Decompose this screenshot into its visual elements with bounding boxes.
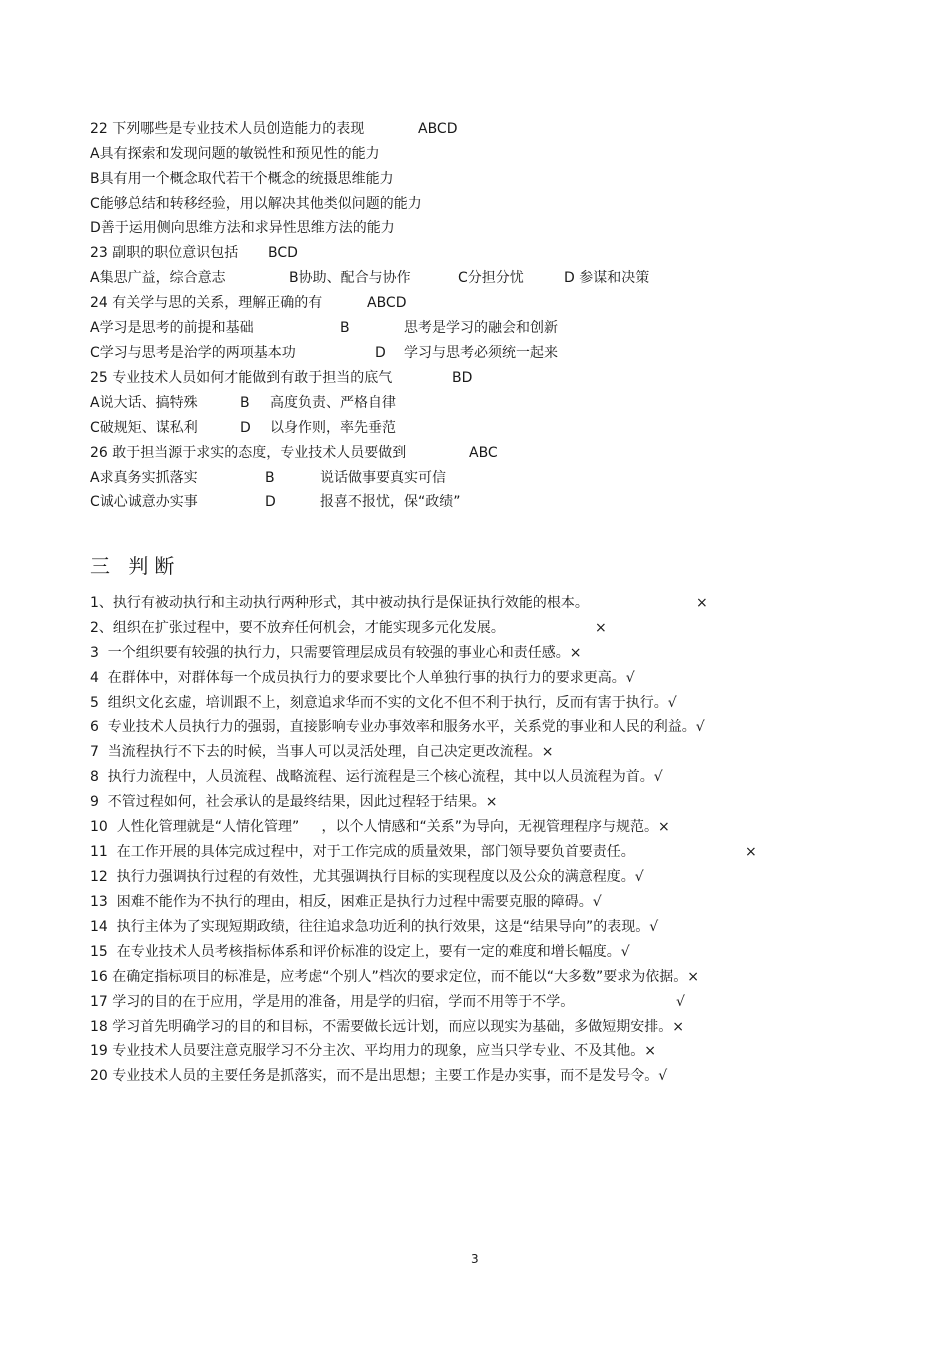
judgement-item-11: 11 在工作开展的具体完成过程中，对于工作完成的质量效果，部门领导要负首要责任。 xyxy=(90,844,635,860)
judgement-item-20: 20 专业技术人员的主要任务是抓落实，而不是出思想；主要工作是办实事，而不是发号令。√ xyxy=(90,1068,668,1084)
option-24-d-letter: D xyxy=(375,345,386,361)
judgement-mark-1: × xyxy=(696,595,708,611)
answer-23: BCD xyxy=(268,245,298,261)
section-heading: 三 判断 xyxy=(90,554,181,578)
option-26-a: A求真务实抓落实 xyxy=(90,470,198,486)
option-25-d: 以身作则，率先垂范 xyxy=(270,420,396,436)
option-26-c: C诚心诚意办实事 xyxy=(90,494,198,510)
judgement-item-17: 17 学习的目的在于应用，学是用的准备，用是学的归宿，学而不用等于不学。 xyxy=(90,994,575,1010)
option-22-c: C能够总结和转移经验，用以解决其他类似问题的能力 xyxy=(90,196,422,212)
judgement-item-4: 4 在群体中，对群体每一个成员执行力的要求要比个人单独行事的执行力的要求更高。√ xyxy=(90,670,635,686)
option-22-a: A具有探索和发现问题的敏锐性和预见性的能力 xyxy=(90,146,380,162)
option-25-b-letter: B xyxy=(240,395,250,411)
option-24-b: 思考是学习的融会和创新 xyxy=(404,320,558,336)
judgement-item-2: 2、组织在扩张过程中，要不放弃任何机会，才能实现多元化发展。 xyxy=(90,620,505,636)
judgement-item-14: 14 执行主体为了实现短期政绩，往往追求急功近利的执行效果，这是“结果导向”的表现。√ xyxy=(90,919,659,935)
judgement-mark-2: × xyxy=(595,620,607,636)
option-24-a: A学习是思考的前提和基础 xyxy=(90,320,254,336)
option-24-c: C学习与思考是治学的两项基本功 xyxy=(90,345,296,361)
judgement-item-1: 1、执行有被动执行和主动执行两种形式，其中被动执行是保证执行效能的根本。 xyxy=(90,595,589,611)
option-23-a: A集思广益，综合意志 xyxy=(90,270,226,286)
option-23-d: D 参谋和决策 xyxy=(564,270,650,286)
judgement-item-15: 15 在专业技术人员考核指标体系和评价标准的设定上，要有一定的难度和增长幅度。√ xyxy=(90,944,630,960)
option-26-d-letter: D xyxy=(265,494,276,510)
option-23-c: C分担分忧 xyxy=(458,270,524,286)
judgement-item-3: 3 一个组织要有较强的执行力，只需要管理层成员有较强的事业心和责任感。× xyxy=(90,645,582,661)
judgement-item-13: 13 困难不能作为不执行的理由，相反，困难正是执行力过程中需要克服的障碍。√ xyxy=(90,894,602,910)
answer-22: ABCD xyxy=(418,121,458,137)
option-25-b: 高度负责、严格自律 xyxy=(270,395,396,411)
option-24-d: 学习与思考必须统一起来 xyxy=(404,345,558,361)
answer-25: BD xyxy=(452,370,473,386)
judgement-item-8: 8 执行力流程中，人员流程、战略流程、运行流程是三个核心流程，其中以人员流程为首。√ xyxy=(90,769,663,785)
judgement-mark-17: √ xyxy=(676,994,685,1010)
option-25-c: C破规矩、谋私利 xyxy=(90,420,198,436)
question-24: 24 有关学与思的关系，理解正确的有 xyxy=(90,295,323,311)
judgement-item-10: 10 人性化管理就是“人情化管理” ，以个人情感和“关系”为导向，无视管理程序与规范。× xyxy=(90,819,670,835)
judgement-item-9: 9 不管过程如何，社会承认的是最终结果，因此过程轻于结果。× xyxy=(90,794,498,810)
judgement-item-6: 6 专业技术人员执行力的强弱，直接影响专业办事效率和服务水平，关系党的事业和人民的利益。√ xyxy=(90,719,705,735)
option-25-a: A说大话、搞特殊 xyxy=(90,395,198,411)
question-23: 23 副职的职位意识包括 xyxy=(90,245,239,261)
option-24-b-letter: B xyxy=(340,320,350,336)
judgement-item-7: 7 当流程执行不下去的时候，当事人可以灵活处理，自己决定更改流程。× xyxy=(90,744,554,760)
option-26-b-letter: B xyxy=(265,470,275,486)
option-25-d-letter: D xyxy=(240,420,251,436)
page-number: 3 xyxy=(471,1252,479,1266)
answer-26: ABC xyxy=(469,445,498,461)
question-26: 26 敢于担当源于求实的态度，专业技术人员要做到 xyxy=(90,445,407,461)
judgement-mark-11: × xyxy=(745,844,757,860)
option-26-b: 说话做事要真实可信 xyxy=(320,470,446,486)
option-26-d: 报喜不报忧，保“政绩” xyxy=(320,494,461,510)
option-23-b: B协助、配合与协作 xyxy=(289,270,411,286)
answer-24: ABCD xyxy=(367,295,407,311)
judgement-item-18: 18 学习首先明确学习的目的和目标，不需要做长远计划，而应以现实为基础，多做短期安排。× xyxy=(90,1019,684,1035)
option-22-b: B具有用一个概念取代若干个概念的统摄思维能力 xyxy=(90,171,394,187)
question-25: 25 专业技术人员如何才能做到有敢于担当的底气 xyxy=(90,370,393,386)
judgement-item-12: 12 执行力强调执行过程的有效性，尤其强调执行目标的实现程度以及公众的满意程度。√ xyxy=(90,869,644,885)
judgement-item-19: 19 专业技术人员要注意克服学习不分主次、平均用力的现象，应当只学专业、不及其他。× xyxy=(90,1043,656,1059)
judgement-item-5: 5 组织文化玄虚，培训跟不上，刻意追求华而不实的文化不但不利于执行，反而有害于执行。√ xyxy=(90,695,677,711)
question-22: 22 下列哪些是专业技术人员创造能力的表现 xyxy=(90,121,365,137)
option-22-d: D善于运用侧向思维方法和求异性思维方法的能力 xyxy=(90,220,395,236)
judgement-item-16: 16 在确定指标项目的标准是，应考虑“个别人”档次的要求定位，而不能以“大多数”要求为依据。× xyxy=(90,969,700,985)
